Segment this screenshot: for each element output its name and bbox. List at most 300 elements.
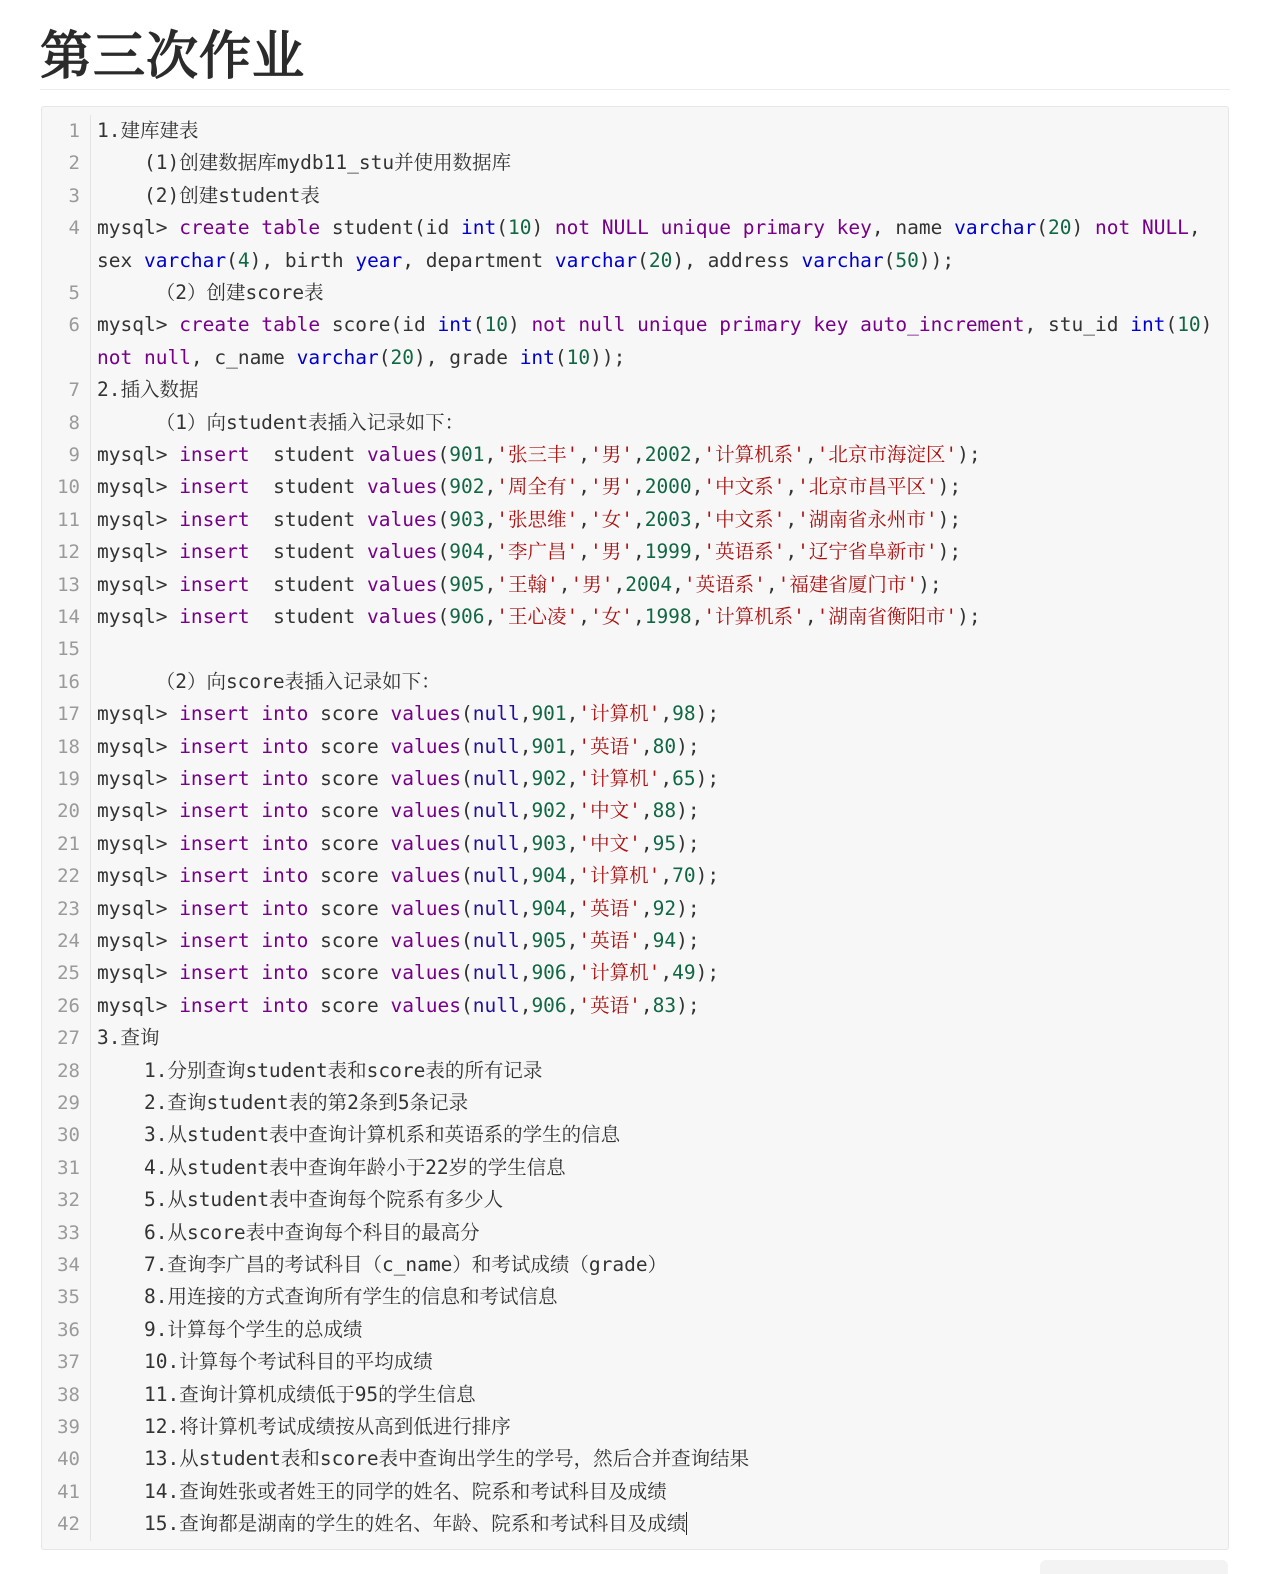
code-token: values bbox=[367, 572, 438, 596]
code-token: ( bbox=[460, 831, 473, 855]
code-token: insert into bbox=[179, 734, 309, 758]
line-number: 19 bbox=[57, 768, 80, 790]
code-token: 2000 bbox=[644, 475, 692, 499]
code-token: '湖南省衡阳市' bbox=[816, 605, 958, 628]
code-text bbox=[91, 115, 1228, 147]
code-text bbox=[91, 601, 1228, 633]
code-text bbox=[91, 180, 1228, 212]
code-token: values bbox=[390, 702, 461, 726]
code-token: insert into bbox=[179, 864, 309, 888]
code-line bbox=[42, 1055, 1228, 1087]
code-token: '英语' bbox=[578, 734, 641, 758]
code-token: insert into bbox=[179, 993, 309, 1017]
code-token: , bbox=[519, 702, 532, 726]
code-token: '北京市昌平区' bbox=[797, 475, 938, 499]
code-token: 1999 bbox=[644, 540, 692, 564]
code-token: ( bbox=[460, 961, 473, 985]
code-token: '张思维' bbox=[496, 507, 579, 531]
code-token: ); bbox=[676, 896, 700, 920]
code-token: values bbox=[390, 993, 461, 1017]
code-text bbox=[91, 277, 1228, 309]
code-token: , bbox=[578, 443, 590, 466]
code-token: ) bbox=[507, 313, 532, 337]
code-token: score bbox=[308, 799, 391, 823]
code-text bbox=[91, 1411, 1228, 1443]
code-token: ( bbox=[437, 443, 450, 466]
code-token: '张三丰' bbox=[496, 443, 579, 466]
line-number: 23 bbox=[57, 897, 80, 920]
code-token: , bbox=[484, 475, 497, 499]
code-text bbox=[91, 1119, 1228, 1151]
line-number: 28 bbox=[57, 1059, 80, 1082]
code-token: 10 bbox=[1177, 313, 1201, 337]
code-token: ( bbox=[554, 345, 567, 369]
code-token: , bbox=[558, 572, 571, 596]
code-token: '计算机' bbox=[578, 864, 661, 888]
code-token: '英语系' bbox=[683, 572, 766, 596]
code-token: , bbox=[785, 507, 798, 531]
line-number: 39 bbox=[57, 1416, 80, 1438]
code-line bbox=[42, 471, 1228, 503]
code-token: score(id bbox=[320, 313, 438, 337]
scroll-indicator[interactable] bbox=[1040, 1560, 1228, 1574]
code-token: , bbox=[785, 540, 798, 564]
line-number: 29 bbox=[57, 1092, 80, 1114]
code-token: , bbox=[613, 572, 626, 596]
code-token: values bbox=[367, 443, 438, 466]
code-line bbox=[42, 1152, 1228, 1184]
code-token: , bbox=[519, 993, 532, 1017]
code-line bbox=[42, 309, 1228, 374]
text-cursor bbox=[686, 1512, 687, 1535]
code-token: insert into bbox=[179, 896, 309, 920]
line-number: 6 bbox=[68, 314, 80, 337]
code-line bbox=[42, 1346, 1228, 1378]
line-number: 22 bbox=[57, 865, 80, 888]
code-token: '李广昌' bbox=[496, 540, 579, 564]
code-token: 902 bbox=[531, 767, 567, 790]
code-token: （1）向student表插入记录如下： bbox=[97, 410, 465, 434]
code-text bbox=[91, 1152, 1228, 1184]
code-token: ( bbox=[460, 896, 473, 920]
line-number: 1 bbox=[68, 120, 80, 142]
code-token: 92 bbox=[652, 896, 677, 920]
code-token: null bbox=[472, 896, 520, 920]
code-token: values bbox=[390, 767, 461, 790]
code-token: ); bbox=[937, 475, 962, 499]
code-token: , bbox=[640, 896, 653, 920]
code-token: '女' bbox=[589, 507, 633, 531]
code-token: ( bbox=[378, 345, 391, 369]
code-token: , bbox=[519, 896, 532, 920]
code-token: insert bbox=[179, 443, 250, 466]
code-token: student bbox=[249, 475, 368, 499]
code-token: mysql> bbox=[97, 929, 180, 952]
code-line bbox=[42, 1184, 1228, 1216]
code-token: mysql> bbox=[97, 831, 180, 855]
code-token: '计算机系' bbox=[703, 443, 805, 466]
code-token: score bbox=[308, 929, 391, 952]
code-token: , bbox=[519, 734, 532, 758]
code-line bbox=[42, 147, 1228, 179]
code-token: insert into bbox=[179, 767, 309, 790]
code-token: ( bbox=[437, 572, 450, 596]
line-number: 9 bbox=[68, 444, 80, 466]
code-token: 80 bbox=[652, 734, 677, 758]
code-text bbox=[91, 666, 1228, 698]
code-text bbox=[91, 1022, 1228, 1054]
code-token: ( bbox=[437, 507, 450, 531]
code-token: score bbox=[308, 993, 391, 1017]
code-token: ( bbox=[460, 993, 473, 1017]
code-token: , bbox=[578, 605, 590, 628]
code-token: null bbox=[472, 831, 520, 855]
code-token: '辽宁省阜新市' bbox=[797, 540, 938, 564]
line-number: 24 bbox=[57, 930, 80, 952]
code-token: 904 bbox=[531, 896, 567, 920]
code-text bbox=[91, 698, 1228, 730]
code-token: mysql> bbox=[97, 507, 180, 531]
code-token: 2.查询student表的第2条到5条记录 bbox=[97, 1091, 469, 1114]
code-text bbox=[91, 1184, 1228, 1216]
code-token: insert into bbox=[179, 799, 309, 823]
code-line bbox=[42, 374, 1228, 406]
code-token: , bbox=[519, 831, 532, 855]
code-token: values bbox=[367, 475, 438, 499]
code-token: mysql> bbox=[97, 702, 180, 726]
code-token: , bbox=[484, 540, 497, 564]
code-token: score bbox=[308, 767, 391, 790]
code-token: , stu_id bbox=[1024, 313, 1131, 337]
code-token: '英语系' bbox=[703, 540, 786, 564]
code-token: ) bbox=[531, 216, 555, 240]
code-token: null bbox=[472, 929, 520, 952]
code-token: 8.用连接的方式查询所有学生的信息和考试信息 bbox=[97, 1285, 558, 1309]
line-number: 42 bbox=[57, 1513, 80, 1536]
code-line bbox=[42, 1249, 1228, 1281]
code-token: 49 bbox=[672, 961, 696, 985]
code-token: , bbox=[691, 443, 704, 466]
line-number: 11 bbox=[57, 508, 80, 531]
code-token: , bbox=[632, 443, 645, 466]
code-token: 98 bbox=[672, 702, 696, 726]
code-token: ) bbox=[1200, 313, 1225, 337]
code-token: 70 bbox=[672, 864, 696, 888]
code-line bbox=[42, 763, 1228, 795]
code-token: , bbox=[632, 507, 645, 531]
code-token: ); bbox=[695, 961, 720, 985]
code-text bbox=[91, 309, 1228, 374]
code-token: varchar bbox=[954, 216, 1037, 240]
code-token: '英语' bbox=[578, 896, 641, 920]
code-token: 905 bbox=[449, 572, 485, 596]
code-token: , bbox=[519, 929, 532, 952]
code-token: mysql> bbox=[97, 799, 180, 823]
code-line bbox=[42, 180, 1228, 212]
code-token: student bbox=[249, 507, 368, 531]
code-token: 2003 bbox=[644, 507, 692, 531]
code-token: values bbox=[367, 605, 438, 628]
code-token: , bbox=[632, 475, 645, 499]
code-line bbox=[42, 731, 1228, 763]
code-line bbox=[42, 1476, 1228, 1508]
code-token: null bbox=[472, 702, 520, 726]
code-line bbox=[42, 633, 1228, 665]
code-token: mysql> bbox=[97, 767, 180, 790]
code-text bbox=[91, 407, 1228, 439]
line-number: 8 bbox=[68, 411, 80, 434]
code-token: values bbox=[390, 961, 461, 985]
line-number: 3 bbox=[68, 184, 80, 207]
code-token: '英语' bbox=[578, 993, 641, 1017]
code-token: , bbox=[566, 993, 579, 1017]
code-token: values bbox=[390, 831, 461, 855]
code-token: , bbox=[519, 799, 532, 823]
line-number: 25 bbox=[57, 962, 80, 985]
code-token: mysql> bbox=[97, 993, 180, 1017]
code-token: '王翰' bbox=[496, 572, 559, 596]
line-number: 5 bbox=[68, 282, 80, 304]
code-token: ( bbox=[460, 929, 473, 952]
code-line bbox=[42, 1022, 1228, 1054]
code-token: score bbox=[308, 864, 391, 888]
line-number: 34 bbox=[57, 1254, 80, 1276]
code-token: , bbox=[484, 572, 497, 596]
line-number: 16 bbox=[57, 670, 80, 693]
code-token: , c_name bbox=[190, 345, 297, 369]
code-token: )); bbox=[918, 248, 955, 272]
code-token: , bbox=[566, 734, 579, 758]
code-token: ( bbox=[1165, 313, 1178, 337]
code-token: , bbox=[660, 961, 673, 985]
line-number: 20 bbox=[57, 800, 80, 823]
code-token: varchar bbox=[296, 345, 379, 369]
code-token: 1.分别查询student表和score表的所有记录 bbox=[97, 1058, 543, 1082]
code-token: values bbox=[367, 540, 438, 564]
code-token: '男' bbox=[570, 572, 614, 596]
code-token: mysql> bbox=[97, 443, 180, 466]
line-number: 32 bbox=[57, 1189, 80, 1212]
code-token: mysql> bbox=[97, 896, 180, 920]
line-number: 21 bbox=[57, 832, 80, 855]
code-line bbox=[42, 666, 1228, 698]
code-token: ( bbox=[460, 702, 473, 726]
code-line bbox=[42, 277, 1228, 309]
code-token: ); bbox=[676, 799, 700, 823]
code-text bbox=[91, 504, 1228, 536]
code-text bbox=[91, 1443, 1228, 1475]
code-text bbox=[91, 731, 1228, 763]
code-token: , bbox=[578, 540, 590, 564]
code-token: 10 bbox=[566, 345, 591, 369]
code-token: not null bbox=[97, 345, 191, 369]
code-token: , bbox=[640, 734, 653, 758]
code-token: , department bbox=[402, 248, 555, 272]
code-line bbox=[42, 439, 1228, 471]
code-token: ( bbox=[460, 734, 473, 758]
code-token: 11.查询计算机成绩低于95的学生信息 bbox=[97, 1382, 476, 1406]
code-line bbox=[42, 893, 1228, 925]
code-token: ( bbox=[496, 216, 508, 240]
code-token: , bbox=[691, 605, 704, 628]
code-token: , bbox=[785, 475, 798, 499]
code-token: ( bbox=[226, 248, 238, 272]
code-text bbox=[91, 439, 1228, 471]
code-line bbox=[42, 601, 1228, 633]
code-token: 904 bbox=[531, 864, 567, 888]
code-token: , bbox=[660, 702, 673, 726]
code-token: mysql> bbox=[97, 540, 180, 564]
code-token: '计算机系' bbox=[703, 605, 805, 628]
code-token: 4 bbox=[237, 248, 250, 272]
code-line bbox=[42, 698, 1228, 730]
code-token: 902 bbox=[449, 475, 485, 499]
code-token: 12.将计算机考试成绩按从高到低进行排序 bbox=[97, 1415, 511, 1438]
code-editor[interactable] bbox=[41, 106, 1229, 1550]
code-token: score bbox=[308, 831, 391, 855]
line-number: 36 bbox=[57, 1318, 80, 1341]
line-number: 40 bbox=[57, 1448, 80, 1471]
code-token: , bbox=[566, 896, 579, 920]
code-token: student bbox=[249, 572, 368, 596]
code-token: ); bbox=[676, 929, 700, 952]
code-token: , bbox=[640, 993, 653, 1017]
line-number: 15 bbox=[57, 638, 80, 661]
code-token: insert into bbox=[179, 929, 309, 952]
code-token: mysql> bbox=[97, 864, 180, 888]
line-number: 18 bbox=[57, 735, 80, 758]
code-token: 4.从student表中查询年龄小于22岁的学生信息 bbox=[97, 1155, 566, 1179]
line-number: 35 bbox=[57, 1286, 80, 1309]
code-token: 20 bbox=[648, 248, 673, 272]
code-token: )); bbox=[590, 345, 626, 369]
code-token: '男' bbox=[589, 443, 633, 466]
code-token: insert bbox=[179, 507, 250, 531]
line-number: 38 bbox=[57, 1383, 80, 1406]
code-token: 2004 bbox=[625, 572, 673, 596]
code-token: 903 bbox=[449, 507, 485, 531]
code-line bbox=[42, 536, 1228, 568]
code-token: , bbox=[519, 961, 532, 985]
code-token: null bbox=[472, 767, 520, 790]
code-token: not NULL bbox=[1095, 216, 1189, 240]
code-token: 906 bbox=[531, 961, 567, 985]
code-token: 83 bbox=[652, 993, 677, 1017]
code-line bbox=[42, 925, 1228, 957]
code-token: 901 bbox=[531, 734, 567, 758]
code-text bbox=[91, 1379, 1228, 1411]
code-token: , bbox=[804, 443, 817, 466]
code-line bbox=[42, 1443, 1228, 1475]
code-token: （2）创建score表 bbox=[97, 281, 324, 304]
code-token: values bbox=[390, 896, 461, 920]
code-text bbox=[91, 1217, 1228, 1249]
code-token: 2.插入数据 bbox=[97, 378, 199, 402]
code-token: ( bbox=[883, 248, 896, 272]
code-token: insert bbox=[179, 572, 250, 596]
code-token: mysql> bbox=[97, 475, 180, 499]
code-token: ); bbox=[918, 572, 942, 596]
code-line bbox=[42, 212, 1228, 277]
code-token: ); bbox=[937, 540, 962, 564]
code-text bbox=[91, 1476, 1228, 1508]
code-token: , bbox=[804, 605, 817, 628]
code-text bbox=[91, 1087, 1228, 1119]
code-token: 904 bbox=[449, 540, 485, 564]
code-line bbox=[42, 1281, 1228, 1313]
code-token: ( bbox=[437, 540, 450, 564]
code-token: null bbox=[472, 961, 520, 985]
code-text bbox=[91, 795, 1228, 827]
code-token: '计算机' bbox=[578, 961, 661, 985]
code-token: score bbox=[308, 734, 391, 758]
code-token: 6.从score表中查询每个科目的最高分 bbox=[97, 1220, 480, 1244]
code-token: '周全有' bbox=[496, 475, 579, 499]
code-text bbox=[91, 633, 1228, 665]
code-token: , bbox=[484, 507, 497, 531]
code-token: insert bbox=[179, 475, 250, 499]
code-token: ); bbox=[957, 443, 981, 466]
code-token: null bbox=[472, 864, 520, 888]
code-token: ( bbox=[460, 767, 473, 790]
code-token: mysql> bbox=[97, 313, 180, 337]
code-token: , bbox=[566, 961, 579, 985]
code-text bbox=[91, 957, 1228, 989]
code-token: create table bbox=[179, 216, 321, 240]
code-token: ); bbox=[957, 605, 981, 628]
code-token: , bbox=[566, 702, 579, 726]
code-token: create table bbox=[179, 313, 321, 337]
code-token: '王心凌' bbox=[496, 605, 579, 628]
code-token: 88 bbox=[652, 799, 677, 823]
code-token: '男' bbox=[589, 540, 633, 564]
code-token: , bbox=[691, 540, 704, 564]
code-token: ); bbox=[676, 831, 700, 855]
code-token: score bbox=[308, 896, 391, 920]
line-number: 17 bbox=[57, 703, 80, 726]
code-token: '英语' bbox=[578, 929, 641, 952]
code-token: ), birth bbox=[249, 248, 356, 272]
code-line bbox=[42, 957, 1228, 989]
code-text bbox=[91, 471, 1228, 503]
code-token: mysql> bbox=[97, 572, 180, 596]
code-token: 9.计算每个学生的总成绩 bbox=[97, 1317, 363, 1341]
code-token: (1)创建数据库mydb11_stu并使用数据库 bbox=[97, 151, 512, 175]
code-text bbox=[91, 1508, 1228, 1540]
code-token: values bbox=[390, 799, 461, 823]
code-token: 50 bbox=[895, 248, 919, 272]
code-token: , sex bbox=[97, 216, 1213, 272]
code-token: values bbox=[367, 507, 438, 531]
code-line bbox=[42, 1119, 1228, 1151]
code-token: , bbox=[691, 507, 704, 531]
code-token: student bbox=[249, 443, 368, 466]
code-token: 10 bbox=[484, 313, 508, 337]
code-token: null bbox=[472, 799, 520, 823]
code-token: 20 bbox=[390, 345, 415, 369]
code-token: insert bbox=[179, 605, 250, 628]
code-token: 906 bbox=[449, 605, 485, 628]
code-token: mysql> bbox=[97, 734, 180, 758]
line-number: 27 bbox=[57, 1027, 80, 1050]
code-token: '湖南省永州市' bbox=[797, 507, 938, 531]
code-token: 1998 bbox=[644, 605, 692, 628]
code-token: varchar bbox=[143, 248, 227, 272]
code-text bbox=[91, 1314, 1228, 1346]
code-line bbox=[42, 828, 1228, 860]
line-number: 26 bbox=[57, 994, 80, 1017]
code-token: ); bbox=[676, 993, 700, 1017]
